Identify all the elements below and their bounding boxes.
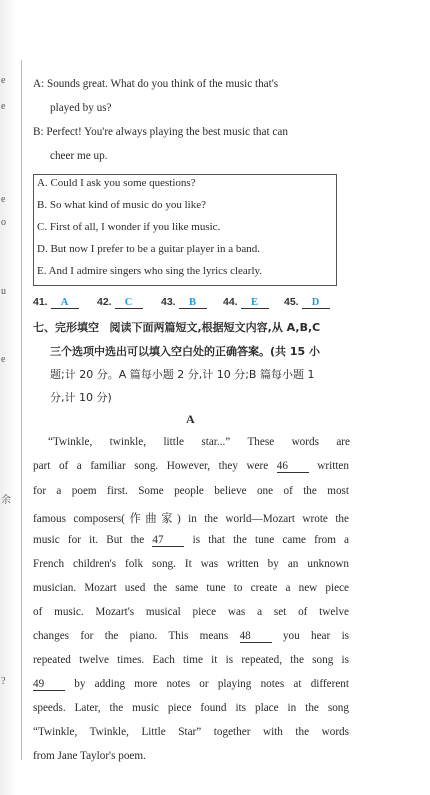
margin-char: u <box>1 286 6 297</box>
answer-44: 44. E <box>223 296 269 309</box>
instruction-line: 三个选项中选出可以填入空白处的正确答案。(共 15 小 <box>50 345 320 358</box>
section-instruction <box>33 319 320 335</box>
section-heading: 七、完形填空 <box>33 321 99 334</box>
option-item: A. Could I ask you some questions? <box>37 177 196 189</box>
margin-char: e <box>1 101 6 112</box>
dialogue-line: B: Perfect! You're always playing the best music that can <box>33 126 288 138</box>
option-item: D. But now I prefer to be a guitar player in a band. <box>37 243 260 255</box>
passage-line: repeated twelve times. Each time it is repeated, the song is <box>33 654 349 666</box>
passage-line: part of a familiar song. However, they were 46 written <box>33 460 349 472</box>
passage-line: speeds. Later, the music piece found its place in the song <box>33 702 349 714</box>
instruction-line: 阅读下面两篇短文,根据短文内容,从 A,B,C <box>109 321 321 334</box>
margin-char: e <box>1 194 6 205</box>
blank-47[interactable]: 47 <box>152 534 184 547</box>
dialogue-line: cheer me up. <box>50 150 108 162</box>
passage-line: “Twinkle, Twinkle, Little Star” together with the words <box>33 726 349 738</box>
margin-char: ? <box>1 676 6 687</box>
answer-value: A <box>51 297 79 309</box>
answer-41: 41. A <box>33 296 79 309</box>
options-box <box>33 174 337 286</box>
answer-43: 43. B <box>161 296 207 309</box>
dialogue-line: played by us? <box>50 102 112 114</box>
passage-line: famous composers(作曲家) in the world—Mozart wrote the <box>33 513 349 525</box>
answer-value: C <box>115 297 143 309</box>
option-item: C. First of all, I wonder if you like music. <box>37 221 221 233</box>
instruction-line: 分,计 10 分) <box>50 391 112 404</box>
margin-char: e <box>1 354 6 365</box>
margin-char: 余 <box>1 495 11 506</box>
blank-48[interactable]: 48 <box>240 630 272 643</box>
answer-45: 45. D <box>284 296 330 309</box>
margin-char: e <box>1 75 6 86</box>
passage-line: 49 by adding more notes or playing notes at different <box>33 678 349 690</box>
option-item: B. So what kind of music do you like? <box>37 199 206 211</box>
passage-line: for a poem first. Some people believe one of the most <box>33 485 349 497</box>
passage-line: of music. Mozart's musical piece was a set of twelve <box>33 606 349 618</box>
passage-line: French children's folk song. It was written by an unknown <box>33 558 349 570</box>
answer-value: D <box>302 297 330 309</box>
dialogue-line: A: Sounds great. What do you think of the music that's <box>33 78 279 90</box>
passage-title: A <box>186 412 195 426</box>
instruction-line: 题;计 20 分。A 篇每小题 2 分,计 10 分;B 篇每小题 1 <box>50 368 315 381</box>
passage-line: from Jane Taylor's poem. <box>33 750 146 762</box>
option-item: E. And I admire singers who sing the lyrics clearly. <box>37 265 263 277</box>
passage-line: musician. Mozart used the same tune to create a new piece <box>33 582 349 594</box>
answer-value: B <box>179 297 207 309</box>
blank-46[interactable]: 46 <box>277 460 309 473</box>
blank-49[interactable]: 49 <box>33 678 65 691</box>
answer-value: E <box>241 297 269 309</box>
page-margin-line <box>21 60 22 760</box>
passage-line: changes for the piano. This means 48 you hear is <box>33 630 350 642</box>
margin-char: o <box>1 217 6 228</box>
passage-line: music for it. But the 47 is that the tune came from a <box>33 534 350 546</box>
answer-42: 42. C <box>97 296 143 309</box>
passage-line: “Twinkle, twinkle, little star...” These words are <box>48 436 350 448</box>
